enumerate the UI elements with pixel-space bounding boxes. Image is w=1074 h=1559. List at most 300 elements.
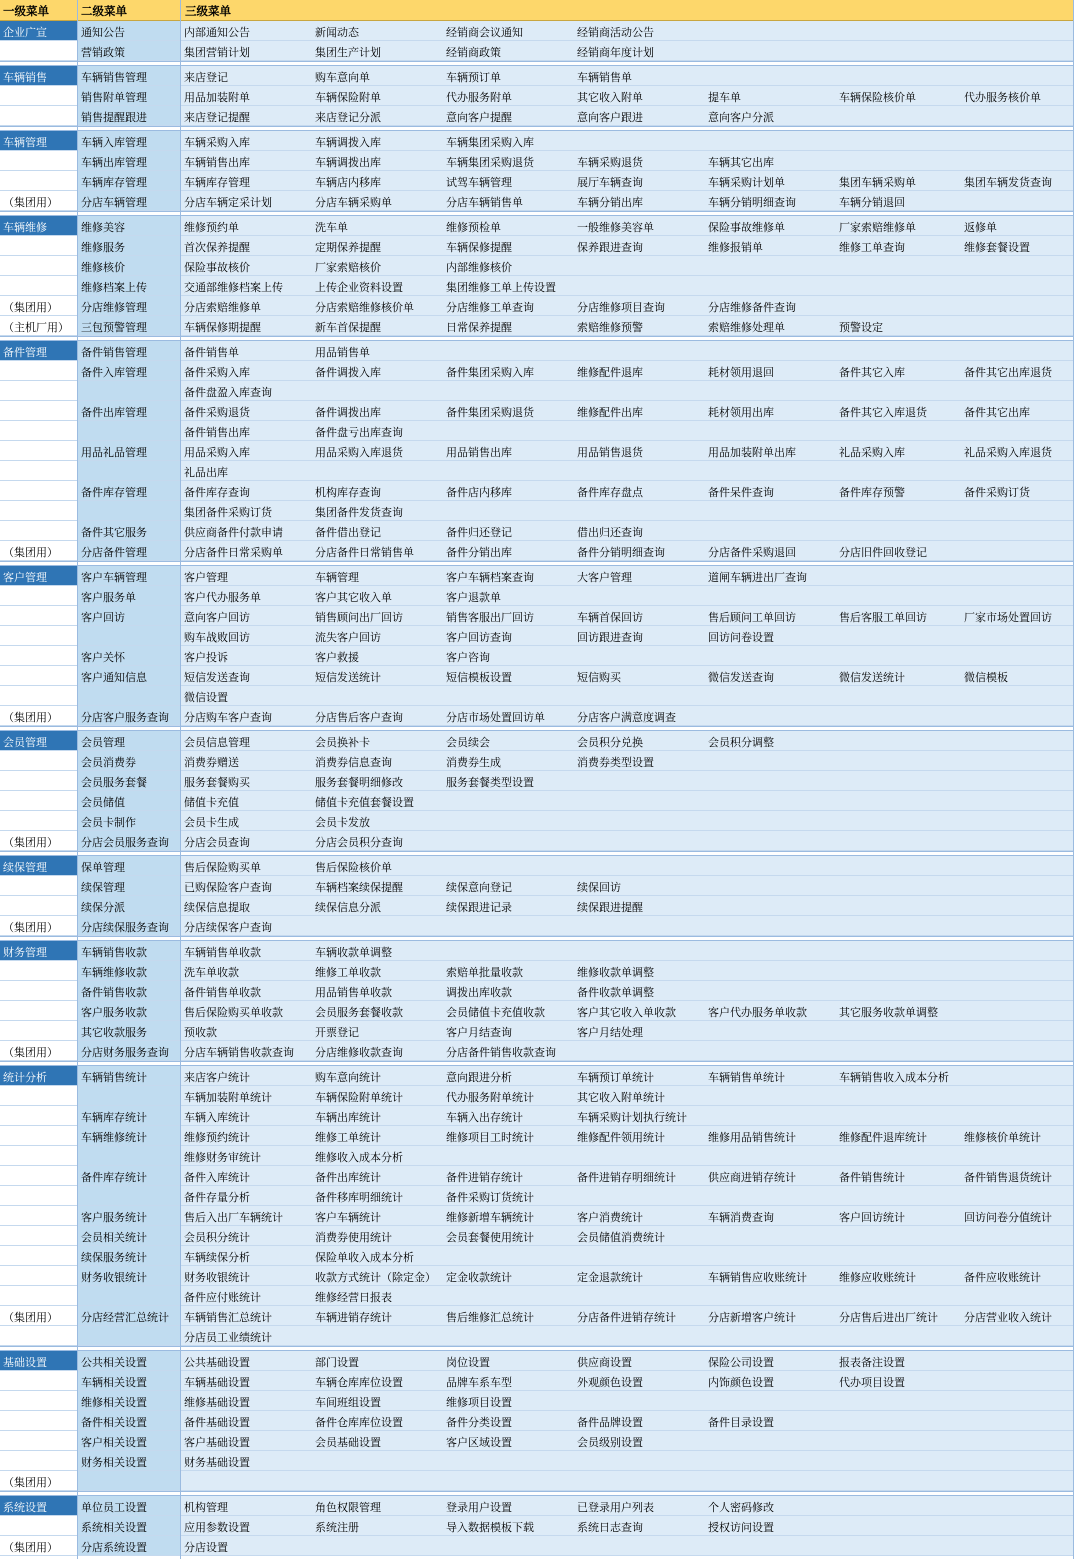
- level3-menu-item[interactable]: 维修套餐设置: [964, 241, 1030, 254]
- level3-menu-item[interactable]: 洗车单收款: [184, 966, 239, 979]
- level3-menu-item[interactable]: 分店维修工单查询: [446, 301, 534, 314]
- level3-menu-item[interactable]: 角色权限管理: [315, 1501, 381, 1514]
- level3-menu-item[interactable]: 消费券类型设置: [577, 756, 654, 769]
- level3-menu-item[interactable]: 索赔维修预警: [577, 321, 643, 334]
- level3-menu-item[interactable]: 备件基础设置: [184, 1416, 250, 1429]
- level3-menu-item[interactable]: 售后保险核价单: [315, 861, 392, 874]
- level3-menu-item[interactable]: 已购保险客户查询: [184, 881, 272, 894]
- level2-menu-cell[interactable]: 单位员工设置: [78, 1496, 180, 1516]
- level3-menu-item[interactable]: 分店维修备件查询: [708, 301, 796, 314]
- level3-menu-item[interactable]: 维修基础设置: [184, 1396, 250, 1409]
- level2-menu-cell[interactable]: 财务相关设置: [78, 1451, 180, 1471]
- level2-menu-cell[interactable]: 客户服务统计: [78, 1206, 180, 1226]
- level3-menu-item[interactable]: 车辆管理: [315, 571, 359, 584]
- level3-menu-item[interactable]: 保险公司设置: [708, 1356, 774, 1369]
- level3-menu-item[interactable]: 内部通知公告: [184, 26, 250, 39]
- level3-menu-item[interactable]: 会员储值消费统计: [577, 1231, 665, 1244]
- level3-menu-item[interactable]: 备件库存预警: [839, 486, 905, 499]
- level2-menu-cell[interactable]: 续保服务统计: [78, 1246, 180, 1266]
- level3-menu-item[interactable]: 来店登记分派: [315, 111, 381, 124]
- level2-menu-cell[interactable]: 车辆销售统计: [78, 1066, 180, 1086]
- level3-menu-item[interactable]: 流失客户回访: [315, 631, 381, 644]
- level3-menu-item[interactable]: 分店市场处置回访单: [446, 711, 545, 724]
- level3-menu-item[interactable]: 分店续保客户查询: [184, 921, 272, 934]
- level3-menu-item[interactable]: 公共基础设置: [184, 1356, 250, 1369]
- level3-menu-item[interactable]: 备件盘盈入库查询: [184, 386, 272, 399]
- level3-menu-item[interactable]: 客户投诉: [184, 651, 228, 664]
- level3-menu-item[interactable]: 续保回访: [577, 881, 621, 894]
- level3-menu-item[interactable]: 消费券使用统计: [315, 1231, 392, 1244]
- level3-menu-item[interactable]: 客户救援: [315, 651, 359, 664]
- level3-menu-item[interactable]: 备件库存盘点: [577, 486, 643, 499]
- level3-menu-item[interactable]: 集团备件发货查询: [315, 506, 403, 519]
- level3-menu-item[interactable]: 储值卡充值套餐设置: [315, 796, 414, 809]
- level3-menu-item[interactable]: 集团车辆发货查询: [964, 176, 1052, 189]
- level3-menu-item[interactable]: 分店会员查询: [184, 836, 250, 849]
- level2-menu-cell[interactable]: 车辆库存统计: [78, 1106, 180, 1126]
- level1-menu-cell[interactable]: 财务管理: [0, 941, 77, 961]
- level3-menu-item[interactable]: 登录用户设置: [446, 1501, 512, 1514]
- level3-menu-item[interactable]: 分店车辆销售收款查询: [184, 1046, 294, 1059]
- level1-note-cell[interactable]: （集团用）: [0, 916, 77, 936]
- level2-menu-cell[interactable]: 保单管理: [78, 856, 180, 876]
- level3-menu-item[interactable]: 会员套餐使用统计: [446, 1231, 534, 1244]
- level2-menu-cell[interactable]: 会员储值: [78, 791, 180, 811]
- level3-menu-item[interactable]: 车辆店内移库: [315, 176, 381, 189]
- level3-menu-item[interactable]: 其它收入附单: [577, 91, 643, 104]
- level3-menu-item[interactable]: 车辆消费查询: [708, 1211, 774, 1224]
- level2-menu-cell[interactable]: 维修档案上传: [78, 276, 180, 296]
- level3-menu-item[interactable]: 车辆销售单收款: [184, 946, 261, 959]
- level2-menu-cell[interactable]: 销售提醒跟进: [78, 106, 180, 126]
- level2-menu-cell[interactable]: 客户通知信息: [78, 666, 180, 686]
- level3-menu-item[interactable]: 维修应收账统计: [839, 1271, 916, 1284]
- level2-menu-cell[interactable]: 会员消费券: [78, 751, 180, 771]
- level1-note-cell[interactable]: （集团用）: [0, 541, 77, 561]
- level3-menu-item[interactable]: 会员基础设置: [315, 1436, 381, 1449]
- level3-menu-item[interactable]: 维修预约统计: [184, 1131, 250, 1144]
- level3-menu-item[interactable]: 会员卡生成: [184, 816, 239, 829]
- level3-menu-item[interactable]: 车辆调拨出库: [315, 156, 381, 169]
- level3-menu-item[interactable]: 车辆销售单统计: [708, 1071, 785, 1084]
- level3-menu-item[interactable]: 车辆收款单调整: [315, 946, 392, 959]
- level3-menu-item[interactable]: 备件盘亏出库查询: [315, 426, 403, 439]
- level3-menu-item[interactable]: 分店售后进出厂统计: [839, 1311, 938, 1324]
- level3-menu-item[interactable]: 维修配件出库: [577, 406, 643, 419]
- level3-menu-item[interactable]: 车辆保险附单: [315, 91, 381, 104]
- level2-menu-cell[interactable]: 其它收款服务: [78, 1021, 180, 1041]
- level3-menu-item[interactable]: 备件出库统计: [315, 1171, 381, 1184]
- level3-menu-item[interactable]: 分店车辆采购单: [315, 196, 392, 209]
- level3-menu-item[interactable]: 财务收银统计: [184, 1271, 250, 1284]
- level2-menu-cell[interactable]: 客户回访: [78, 606, 180, 626]
- level1-note-cell[interactable]: （集团用）: [0, 1471, 77, 1491]
- level3-menu-item[interactable]: 维修经营日报表: [315, 1291, 392, 1304]
- level2-menu-cell[interactable]: 车辆相关设置: [78, 1371, 180, 1391]
- level3-menu-item[interactable]: 车辆出库统计: [315, 1111, 381, 1124]
- level3-menu-item[interactable]: 车辆库存管理: [184, 176, 250, 189]
- level3-menu-item[interactable]: 车辆保修期提醒: [184, 321, 261, 334]
- level2-menu-cell[interactable]: 分店客户服务查询: [78, 706, 180, 726]
- level2-menu-cell[interactable]: 会员管理: [78, 731, 180, 751]
- level3-menu-item[interactable]: 内饰颜色设置: [708, 1376, 774, 1389]
- level1-note-cell[interactable]: （集团用）: [0, 1536, 77, 1556]
- level3-menu-item[interactable]: 维修收入成本分析: [315, 1151, 403, 1164]
- level3-menu-item[interactable]: 机构管理: [184, 1501, 228, 1514]
- level1-menu-cell[interactable]: 企业广宣: [0, 21, 77, 41]
- level3-menu-item[interactable]: 部门设置: [315, 1356, 359, 1369]
- level3-menu-item[interactable]: 保养跟进查询: [577, 241, 643, 254]
- level2-menu-cell[interactable]: 客户车辆管理: [78, 566, 180, 586]
- level3-menu-item[interactable]: 分店车辆销售单: [446, 196, 523, 209]
- level3-menu-item[interactable]: 客户回访查询: [446, 631, 512, 644]
- level3-menu-item[interactable]: 维修配件领用统计: [577, 1131, 665, 1144]
- level3-menu-item[interactable]: 报表备注设置: [839, 1356, 905, 1369]
- level2-menu-cell[interactable]: 营销政策: [78, 41, 180, 61]
- level3-menu-item[interactable]: 备件销售单: [184, 346, 239, 359]
- level3-menu-item[interactable]: 车辆调拨入库: [315, 136, 381, 149]
- level3-menu-item[interactable]: 车辆加装附单统计: [184, 1091, 272, 1104]
- level3-menu-item[interactable]: 备件销售退货统计: [964, 1171, 1052, 1184]
- level3-menu-item[interactable]: 新闻动态: [315, 26, 359, 39]
- level3-menu-item[interactable]: 车辆销售应收账统计: [708, 1271, 807, 1284]
- level3-menu-item[interactable]: 上传企业资料设置: [315, 281, 403, 294]
- level3-menu-item[interactable]: 耗材领用退回: [708, 366, 774, 379]
- level3-menu-item[interactable]: 耗材领用出库: [708, 406, 774, 419]
- level3-menu-item[interactable]: 维修工单查询: [839, 241, 905, 254]
- level2-menu-cell[interactable]: 续保管理: [78, 876, 180, 896]
- level3-menu-item[interactable]: 会员积分调整: [708, 736, 774, 749]
- level2-menu-cell[interactable]: 备件相关设置: [78, 1411, 180, 1431]
- level3-menu-item[interactable]: 车辆入库统计: [184, 1111, 250, 1124]
- level2-menu-cell[interactable]: 维修核价: [78, 256, 180, 276]
- level3-menu-item[interactable]: 客户基础设置: [184, 1436, 250, 1449]
- level3-menu-item[interactable]: 客户月结处理: [577, 1026, 643, 1039]
- level3-menu-item[interactable]: 会员积分兑换: [577, 736, 643, 749]
- level3-menu-item[interactable]: 售后保险购买单收款: [184, 1006, 283, 1019]
- level3-menu-item[interactable]: 分店备件销售收款查询: [446, 1046, 556, 1059]
- level3-menu-item[interactable]: 代办服务核价单: [964, 91, 1041, 104]
- level2-menu-cell[interactable]: 车辆入库管理: [78, 131, 180, 151]
- level3-menu-item[interactable]: 经销商会议通知: [446, 26, 523, 39]
- level3-menu-item[interactable]: 客户车辆档案查询: [446, 571, 534, 584]
- level3-menu-item[interactable]: 用品销售出库: [446, 446, 512, 459]
- level3-menu-item[interactable]: 定金收款统计: [446, 1271, 512, 1284]
- level3-menu-item[interactable]: 分店新增客户统计: [708, 1311, 796, 1324]
- level3-menu-item[interactable]: 续保意向登记: [446, 881, 512, 894]
- level3-menu-item[interactable]: 车辆分销退回: [839, 196, 905, 209]
- level3-menu-item[interactable]: 用品加装附单出库: [708, 446, 796, 459]
- level1-note-cell[interactable]: （集团用）: [0, 296, 77, 316]
- level3-menu-item[interactable]: 索赔单批量收款: [446, 966, 523, 979]
- level3-menu-item[interactable]: 车辆保修提醒: [446, 241, 512, 254]
- level3-menu-item[interactable]: 售后顾问工单回访: [708, 611, 796, 624]
- level3-menu-item[interactable]: 保险事故核价: [184, 261, 250, 274]
- level3-menu-item[interactable]: 借出归还查询: [577, 526, 643, 539]
- level2-menu-cell[interactable]: 财务收银统计: [78, 1266, 180, 1286]
- level3-menu-item[interactable]: 车辆首保回访: [577, 611, 643, 624]
- level1-menu-cell[interactable]: 统计分析: [0, 1066, 77, 1086]
- level3-menu-item[interactable]: 开票登记: [315, 1026, 359, 1039]
- level3-menu-item[interactable]: 车辆销售出库: [184, 156, 250, 169]
- level2-menu-cell[interactable]: 客户关怀: [78, 646, 180, 666]
- level1-menu-cell[interactable]: 车辆销售: [0, 66, 77, 86]
- level3-menu-item[interactable]: 消费券生成: [446, 756, 501, 769]
- level3-menu-item[interactable]: 预收款: [184, 1026, 217, 1039]
- level2-menu-cell[interactable]: 备件其它服务: [78, 521, 180, 541]
- level2-menu-cell[interactable]: 通知公告: [78, 21, 180, 41]
- level3-menu-item[interactable]: 预警设定: [839, 321, 883, 334]
- level3-menu-item[interactable]: 礼品出库: [184, 466, 228, 479]
- level3-menu-item[interactable]: 调拨出库收款: [446, 986, 512, 999]
- level2-menu-cell[interactable]: 备件销售管理: [78, 341, 180, 361]
- level3-menu-item[interactable]: 客户车辆统计: [315, 1211, 381, 1224]
- level3-menu-item[interactable]: 备件归还登记: [446, 526, 512, 539]
- level3-menu-item[interactable]: 消费券信息查询: [315, 756, 392, 769]
- level3-menu-item[interactable]: 售后保险购买单: [184, 861, 261, 874]
- level2-menu-cell[interactable]: 维修相关设置: [78, 1391, 180, 1411]
- level3-menu-item[interactable]: 一般维修美容单: [577, 221, 654, 234]
- level3-menu-item[interactable]: 备件采购入库: [184, 366, 250, 379]
- level3-menu-item[interactable]: 服务套餐类型设置: [446, 776, 534, 789]
- level2-menu-cell[interactable]: 备件库存统计: [78, 1166, 180, 1186]
- level3-menu-item[interactable]: 维修收款单调整: [577, 966, 654, 979]
- level2-menu-cell[interactable]: 会员服务套餐: [78, 771, 180, 791]
- level3-menu-item[interactable]: 备件采购订货: [964, 486, 1030, 499]
- level2-menu-cell[interactable]: 客户服务收款: [78, 1001, 180, 1021]
- level3-menu-item[interactable]: 供应商设置: [577, 1356, 632, 1369]
- level3-menu-item[interactable]: 客户回访统计: [839, 1211, 905, 1224]
- level2-menu-cell[interactable]: 分店维修管理: [78, 296, 180, 316]
- level3-menu-item[interactable]: 购车意向单: [315, 71, 370, 84]
- level3-menu-item[interactable]: 备件店内移库: [446, 486, 512, 499]
- level3-menu-item[interactable]: 分店员工业绩统计: [184, 1331, 272, 1344]
- level3-menu-item[interactable]: 备件其它入库退货: [839, 406, 927, 419]
- level3-menu-item[interactable]: 车辆仓库库位设置: [315, 1376, 403, 1389]
- level3-menu-item[interactable]: 代办项目设置: [839, 1376, 905, 1389]
- level3-menu-item[interactable]: 备件呆件查询: [708, 486, 774, 499]
- level3-menu-item[interactable]: 意向客户分派: [708, 111, 774, 124]
- level1-menu-cell[interactable]: 车辆维修: [0, 216, 77, 236]
- level3-menu-item[interactable]: 备件存量分析: [184, 1191, 250, 1204]
- level3-menu-item[interactable]: 集团生产计划: [315, 46, 381, 59]
- level3-menu-item[interactable]: 经销商活动公告: [577, 26, 654, 39]
- level3-menu-item[interactable]: 日常保养提醒: [446, 321, 512, 334]
- level3-menu-item[interactable]: 车辆档案续保提醒: [315, 881, 403, 894]
- level3-menu-item[interactable]: 定期保养提醒: [315, 241, 381, 254]
- level3-menu-item[interactable]: 供应商进销存统计: [708, 1171, 796, 1184]
- level3-menu-item[interactable]: 已登录用户列表: [577, 1501, 654, 1514]
- level1-menu-cell[interactable]: 系统设置: [0, 1496, 77, 1516]
- level3-menu-item[interactable]: 车辆基础设置: [184, 1376, 250, 1389]
- level3-menu-item[interactable]: 会员积分统计: [184, 1231, 250, 1244]
- level3-menu-item[interactable]: 展厅车辆查询: [577, 176, 643, 189]
- level3-menu-item[interactable]: 续保信息提取: [184, 901, 250, 914]
- level3-menu-item[interactable]: 来店登记提醒: [184, 111, 250, 124]
- level3-menu-item[interactable]: 新车首保提醒: [315, 321, 381, 334]
- level3-menu-item[interactable]: 车辆采购入库: [184, 136, 250, 149]
- level3-menu-item[interactable]: 销售顾问出厂回访: [315, 611, 403, 624]
- level3-menu-item[interactable]: 服务套餐明细修改: [315, 776, 403, 789]
- level3-menu-item[interactable]: 维修用品销售统计: [708, 1131, 796, 1144]
- level2-menu-cell[interactable]: 车辆库存管理: [78, 171, 180, 191]
- level3-menu-item[interactable]: 内部维修核价: [446, 261, 512, 274]
- level3-menu-item[interactable]: 首次保养提醒: [184, 241, 250, 254]
- level3-menu-item[interactable]: 维修工单收款: [315, 966, 381, 979]
- level1-note-cell[interactable]: （集团用）: [0, 191, 77, 211]
- level3-menu-item[interactable]: 备件集团采购退货: [446, 406, 534, 419]
- level3-menu-item[interactable]: 销售客服出厂回访: [446, 611, 534, 624]
- level3-menu-item[interactable]: 厂家索赔维修单: [839, 221, 916, 234]
- level1-note-cell[interactable]: （集团用）: [0, 1306, 77, 1326]
- level3-menu-item[interactable]: 大客户管理: [577, 571, 632, 584]
- level3-menu-item[interactable]: 回访问卷分值统计: [964, 1211, 1052, 1224]
- level2-menu-cell[interactable]: 公共相关设置: [78, 1351, 180, 1371]
- level3-menu-item[interactable]: 备件集团采购入库: [446, 366, 534, 379]
- level3-menu-item[interactable]: 代办服务附单: [446, 91, 512, 104]
- level3-menu-item[interactable]: 备件应付账统计: [184, 1291, 261, 1304]
- level3-menu-item[interactable]: 售后维修汇总统计: [446, 1311, 534, 1324]
- level3-menu-item[interactable]: 集团车辆采购单: [839, 176, 916, 189]
- level3-menu-item[interactable]: 洗车单: [315, 221, 348, 234]
- level3-menu-item[interactable]: 客户月结查询: [446, 1026, 512, 1039]
- level3-menu-item[interactable]: 备件其它出库退货: [964, 366, 1052, 379]
- level2-menu-cell[interactable]: 车辆销售收款: [78, 941, 180, 961]
- level3-menu-item[interactable]: 厂家市场处置回访: [964, 611, 1052, 624]
- level3-menu-item[interactable]: 经销商年度计划: [577, 46, 654, 59]
- level2-menu-cell[interactable]: 车辆维修统计: [78, 1126, 180, 1146]
- level3-menu-item[interactable]: 外观颜色设置: [577, 1376, 643, 1389]
- level3-menu-item[interactable]: 短信发送统计: [315, 671, 381, 684]
- level3-menu-item[interactable]: 经销商政策: [446, 46, 501, 59]
- level3-menu-item[interactable]: 维修新增车辆统计: [446, 1211, 534, 1224]
- level3-menu-item[interactable]: 续保信息分派: [315, 901, 381, 914]
- level2-menu-cell[interactable]: 续保分派: [78, 896, 180, 916]
- level3-menu-item[interactable]: 用品采购入库: [184, 446, 250, 459]
- level2-menu-cell[interactable]: 备件库存管理: [78, 481, 180, 501]
- level3-menu-item[interactable]: 会员服务套餐收款: [315, 1006, 403, 1019]
- level1-note-cell[interactable]: （集团用）: [0, 1041, 77, 1061]
- level3-menu-item[interactable]: 会员信息管理: [184, 736, 250, 749]
- level3-menu-item[interactable]: 客户其它收入单: [315, 591, 392, 604]
- level3-menu-item[interactable]: 分店备件采购退回: [708, 546, 796, 559]
- level3-menu-item[interactable]: 索赔维修处理单: [708, 321, 785, 334]
- level3-menu-item[interactable]: 车辆销售单: [577, 71, 632, 84]
- level3-menu-item[interactable]: 微信模板: [964, 671, 1008, 684]
- level3-menu-item[interactable]: 岗位设置: [446, 1356, 490, 1369]
- level3-menu-item[interactable]: 来店登记: [184, 71, 228, 84]
- level3-menu-item[interactable]: 车辆采购计划单: [708, 176, 785, 189]
- level1-menu-cell[interactable]: 车辆管理: [0, 131, 77, 151]
- level3-menu-item[interactable]: 备件移库明细统计: [315, 1191, 403, 1204]
- level1-menu-cell[interactable]: 会员管理: [0, 731, 77, 751]
- level2-menu-cell[interactable]: 客户相关设置: [78, 1431, 180, 1451]
- level3-menu-item[interactable]: 分店备件日常销售单: [315, 546, 414, 559]
- level2-menu-cell[interactable]: 分店车辆管理: [78, 191, 180, 211]
- level3-menu-item[interactable]: 其它服务收款单调整: [839, 1006, 938, 1019]
- level3-menu-item[interactable]: 品牌车系车型: [446, 1376, 512, 1389]
- level3-menu-item[interactable]: 用品加装附单: [184, 91, 250, 104]
- level3-menu-item[interactable]: 礼品采购入库: [839, 446, 905, 459]
- level3-menu-item[interactable]: 机构库存查询: [315, 486, 381, 499]
- level3-menu-item[interactable]: 用品销售单收款: [315, 986, 392, 999]
- level3-menu-item[interactable]: 短信发送查询: [184, 671, 250, 684]
- level3-menu-item[interactable]: 备件销售出库: [184, 426, 250, 439]
- level3-menu-item[interactable]: 维修核价单统计: [964, 1131, 1041, 1144]
- level3-menu-item[interactable]: 维修预约单: [184, 221, 239, 234]
- level3-menu-item[interactable]: 保险单收入成本分析: [315, 1251, 414, 1264]
- level3-menu-item[interactable]: 车辆分销明细查询: [708, 196, 796, 209]
- level3-menu-item[interactable]: 客户咨询: [446, 651, 490, 664]
- level3-menu-item[interactable]: 备件分销出库: [446, 546, 512, 559]
- level3-menu-item[interactable]: 维修工单统计: [315, 1131, 381, 1144]
- level3-menu-item[interactable]: 备件销售单收款: [184, 986, 261, 999]
- level3-menu-item[interactable]: 车辆销售收入成本分析: [839, 1071, 949, 1084]
- level3-menu-item[interactable]: 保险事故维修单: [708, 221, 785, 234]
- level3-menu-item[interactable]: 试驾车辆管理: [446, 176, 512, 189]
- level3-menu-item[interactable]: 回访问卷设置: [708, 631, 774, 644]
- level3-menu-item[interactable]: 车辆预订单统计: [577, 1071, 654, 1084]
- level3-menu-item[interactable]: 授权访问设置: [708, 1521, 774, 1534]
- level3-menu-item[interactable]: 集团备件采购订货: [184, 506, 272, 519]
- level3-menu-item[interactable]: 供应商备件付款申请: [184, 526, 283, 539]
- level2-menu-cell[interactable]: 维修美容: [78, 216, 180, 236]
- level2-menu-cell[interactable]: 分店会员服务查询: [78, 831, 180, 851]
- level3-menu-item[interactable]: 集团营销计划: [184, 46, 250, 59]
- level3-menu-item[interactable]: 维修项目工时统计: [446, 1131, 534, 1144]
- level3-menu-item[interactable]: 备件品牌设置: [577, 1416, 643, 1429]
- level3-menu-item[interactable]: 车辆分销出库: [577, 196, 643, 209]
- level3-menu-item[interactable]: 备件目录设置: [708, 1416, 774, 1429]
- level2-menu-cell[interactable]: 会员相关统计: [78, 1226, 180, 1246]
- level3-menu-item[interactable]: 备件其它出库: [964, 406, 1030, 419]
- level3-menu-item[interactable]: 维修预检单: [446, 221, 501, 234]
- level1-menu-cell[interactable]: 基础设置: [0, 1351, 77, 1371]
- level3-menu-item[interactable]: 会员卡发放: [315, 816, 370, 829]
- level3-menu-item[interactable]: 车辆其它出库: [708, 156, 774, 169]
- level3-menu-item[interactable]: 车辆集团采购入库: [446, 136, 534, 149]
- level3-menu-item[interactable]: 备件收款单调整: [577, 986, 654, 999]
- level3-menu-item[interactable]: 应用参数设置: [184, 1521, 250, 1534]
- level3-menu-item[interactable]: 短信模板设置: [446, 671, 512, 684]
- level1-menu-cell[interactable]: 续保管理: [0, 856, 77, 876]
- level2-menu-cell[interactable]: 销售附单管理: [78, 86, 180, 106]
- level2-menu-cell[interactable]: 分店财务服务查询: [78, 1041, 180, 1061]
- level3-menu-item[interactable]: 服务套餐购买: [184, 776, 250, 789]
- level3-menu-item[interactable]: 定金退款统计: [577, 1271, 643, 1284]
- level3-menu-item[interactable]: 分店维修项目查询: [577, 301, 665, 314]
- level3-menu-item[interactable]: 车辆采购计划执行统计: [577, 1111, 687, 1124]
- level2-menu-cell[interactable]: 用品礼品管理: [78, 441, 180, 461]
- level3-menu-item[interactable]: 微信发送查询: [708, 671, 774, 684]
- level3-menu-item[interactable]: 会员换补卡: [315, 736, 370, 749]
- level3-menu-item[interactable]: 系统注册: [315, 1521, 359, 1534]
- level3-menu-item[interactable]: 售后客服工单回访: [839, 611, 927, 624]
- level3-menu-item[interactable]: 备件其它入库: [839, 366, 905, 379]
- level3-menu-item[interactable]: 备件分销明细查询: [577, 546, 665, 559]
- level3-menu-item[interactable]: 道闸车辆进出厂查询: [708, 571, 807, 584]
- level3-menu-item[interactable]: 车辆入出存统计: [446, 1111, 523, 1124]
- level3-menu-item[interactable]: 备件调拨出库: [315, 406, 381, 419]
- level2-menu-cell[interactable]: 备件出库管理: [78, 401, 180, 421]
- level3-menu-item[interactable]: 备件入库统计: [184, 1171, 250, 1184]
- level3-menu-item[interactable]: 客户管理: [184, 571, 228, 584]
- level3-menu-item[interactable]: 备件采购订货统计: [446, 1191, 534, 1204]
- level3-menu-item[interactable]: 分店备件进销存统计: [577, 1311, 676, 1324]
- level3-menu-item[interactable]: 礼品采购入库退货: [964, 446, 1052, 459]
- level3-menu-item[interactable]: 分店备件日常采购单: [184, 546, 283, 559]
- level3-menu-item[interactable]: 备件采购退货: [184, 406, 250, 419]
